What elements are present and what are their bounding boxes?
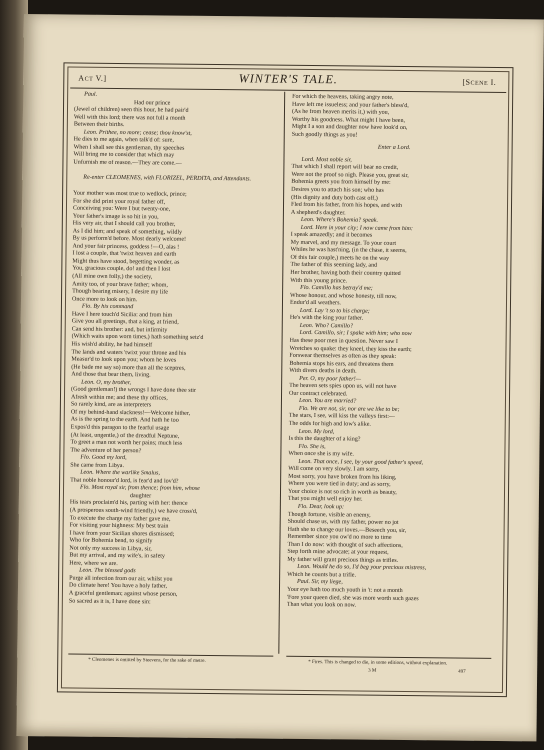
text-line: (He bade me say so) more than all the sceptres, (71, 364, 186, 372)
text-line: (Jewel of children) seen this hour, he had pair'd (73, 106, 189, 114)
text-line: To execute the charge my father gave me, (69, 515, 171, 523)
text-line: 'Fore your queen died, she was more worth such gazes (286, 594, 419, 602)
text-line: I lost a couple, that 'twixt heaven and earth (72, 250, 177, 258)
text-line: Have left me issueless; and your father's bless'd, (292, 101, 409, 109)
text-line: So sacred as it is, I have done sin: (68, 598, 151, 605)
text-line: Fled from his father, from his hopes, and with (290, 201, 402, 210)
text-line: The adventure of her person? (70, 447, 142, 454)
text-line: Will come on very slowly. I am sorry, (288, 466, 380, 473)
text-line: Measur'd to look upon you; whom he loves (71, 356, 177, 364)
text-line: Will bring me to consider that which may (73, 151, 175, 159)
text-line: Whose honour, and whose honesty, till now, (290, 292, 397, 300)
signature-mark: 3 M (368, 668, 377, 674)
text-line: (As he from heaven merits it,) with you, (291, 108, 390, 116)
text-line: Than I do now: with thought of such affections, (287, 541, 403, 549)
text-line: Per. O, my poor father!— (299, 375, 362, 383)
text-line: But my arrival, and my wife's, in safety (69, 552, 165, 560)
page-frame (57, 62, 514, 697)
text-line: Paul. Sir, my liege, (297, 579, 343, 586)
text-line: Your eye hath too much youth in 't: not a month (286, 586, 403, 594)
text-line: (All mine own folly,) the society, (72, 273, 153, 281)
text-line: Where you were tied in duty; and as sorry, (288, 481, 391, 489)
text-line: Bohemia greets you from himself by me: (291, 179, 391, 187)
text-line: Bohemia stops his ears, and threatens them (289, 360, 394, 368)
text-line: Can send his brother: and, but infirmity (71, 326, 168, 334)
text-line: The odds for high and low's alike. (288, 420, 371, 428)
text-line: As I did him; and speak of something, wildly (72, 228, 183, 236)
text-line: Lord. Camillo, sir; I spake with him; who now (299, 330, 412, 338)
text-line: For she did print your royal father off, (73, 198, 166, 206)
text-line: Flo. Dear, look up: (297, 503, 345, 511)
text-line: Flo. By his command (81, 303, 134, 311)
text-line: (His dignity and duty both cast off,) (291, 194, 378, 202)
text-line: Your father's image is so hit in you, (72, 213, 159, 221)
text-line: The lands and waters 'twixt your throne and his (71, 349, 187, 357)
text-line: Which he counts but a trifle. (287, 571, 357, 579)
text-line: Though bearing misery, I desire my life (72, 288, 168, 296)
text-line: That noble honour'd lord, is fear'd and lov'd? (70, 477, 179, 485)
text-line: Flo. Camillo has betray'd me; (300, 285, 373, 292)
text-line: When once she is my wife. (288, 450, 354, 458)
text-line: Give you all greetings, that a king, at friend, (71, 318, 179, 326)
text-line: Paul. (84, 91, 98, 98)
text-line: As is the spring to the earth. And hath he too (70, 416, 179, 425)
text-line: Do climate here! You have a holy father, (68, 582, 168, 590)
text-line: Step forth mine advocate; at your request, (287, 549, 389, 557)
text-line: Between their births. (73, 121, 125, 129)
text-line: Your mother was most true to wedlock, prince; (73, 190, 187, 198)
text-line: Flo. We are not, sir, nor are we like to be; (298, 405, 400, 413)
text-line: Whiles he was hast'ning, (in the chase, it seems, (290, 247, 407, 255)
text-line: Leon. My lord, (298, 428, 335, 435)
text-line: His very air, that I should call you brother, (72, 220, 176, 228)
text-line: And those that bear them, living. (71, 371, 151, 379)
text-line: Leon. You are married? (298, 398, 357, 405)
right-footnote: * Fires. This is changed to die, in some editions, without explanation. (308, 660, 448, 667)
text-line: For which the heavens, taking angry note, (292, 93, 394, 101)
text-line: Expos'd this paragon to the fearful usage (70, 424, 170, 432)
text-line: Leon. Where the warlike Smalus, (80, 469, 160, 477)
text-line: With divers deaths in death. (289, 367, 357, 375)
text-line: Has these poor men in question. Never saw I (289, 337, 398, 345)
text-line: Endur'd all weathers. (289, 300, 341, 307)
text-line: Amity too, of your brave father; whom, (72, 281, 168, 289)
text-line: He dies to me again, when talk'd of: sure, (73, 136, 174, 144)
text-line: Is this the daughter of a king? (288, 435, 361, 443)
text-line: Though fortune, visible an enemy, (287, 511, 371, 519)
text-line: The heaven sets spies upon us, will not have (289, 383, 397, 391)
text-line: Flo. Most royal sir, from thence; from him, whose (80, 484, 200, 493)
text-line: daughter (129, 493, 152, 500)
text-line: Lord. Lay 't so to his charge; (299, 307, 370, 315)
text-line: Leon. O, my brother, (81, 379, 132, 386)
text-line: Were not the proof so nigh. Please you, great sir, (291, 171, 409, 179)
left-text-column (69, 92, 279, 608)
text-line: (A prosperous south-wind friendly,) we have cross'd, (69, 507, 198, 515)
text-line: (At least, ungentle,) of the dreadful Neptune, (70, 432, 180, 440)
text-line: My marvel, and my message. To your court (290, 239, 397, 247)
text-line: A shepherd's daughter. (290, 209, 346, 217)
text-line: Wretches so quake: they kneel, they kiss the earth; (289, 345, 412, 353)
text-line: Afresh within me; and these thy offices, (70, 394, 168, 402)
text-line: Had our prince (134, 99, 171, 107)
text-line: Flo. Good my lord, (80, 454, 127, 462)
text-line: Might I a son and daughter now have look'd on, (291, 123, 408, 132)
text-line: (Which waits upon worn times,) hath something seiz'd (71, 333, 204, 342)
text-line: Of my behind-hand slackness!—Welcome hither, (70, 409, 191, 417)
text-line: Have I here touch'd Sicilia: and from him (71, 311, 173, 319)
text-line: By us perform'd before. Most dearly welcome! (72, 235, 187, 244)
text-line: Might thus have stood, begetting wonder, as (72, 258, 180, 266)
text-line: Purge all infection from our air, whilst you (69, 575, 173, 583)
text-line: His wish'd ability, he had himself (71, 341, 153, 349)
text-line: Desires you to attach his son; who has (291, 186, 384, 194)
stage-direction: Enter a Lord. (377, 144, 411, 152)
text-line: Here, where we are. (69, 560, 118, 567)
header-act: Act V.] (78, 73, 107, 83)
left-footnote: * Cleomenes is omitted by Steevens, for the sake of metre. (88, 657, 206, 664)
book-page (16, 14, 544, 741)
text-line: When I shall see this gentleman, thy speeches (73, 144, 185, 152)
text-line: Flo. She is, (298, 443, 326, 450)
text-line: A graceful gentleman; against whose person, (68, 590, 178, 598)
text-line: Once more to look on him. (71, 296, 138, 303)
text-line: That you might well enjoy her. (287, 496, 363, 504)
text-line: Forswear themselves as often as they speak: (289, 352, 397, 360)
text-line: Her brother, having both their country quitted (290, 269, 401, 277)
text-line: He's with the king your father. (289, 315, 364, 322)
text-line: Who for Bohemia bend, to signify (69, 537, 153, 545)
text-line: Hath she to change our loves.—Beseech you, sir, (287, 526, 407, 534)
text-line: Not only my success in Libya, sir, (69, 545, 152, 553)
text-line: With this young prince. (290, 277, 348, 284)
text-line: Well with this lord; there was not full a month (73, 114, 186, 122)
text-line: Worthy his goodness. What might I have been, (291, 116, 406, 124)
text-line: Remember since you ow'd no more to time (287, 533, 392, 542)
text-line: Leon. Who? Camillo? (299, 322, 354, 330)
text-line: Leon. Where's Bohemia? speak. (300, 217, 379, 224)
text-line: Leon. The blessed gods (79, 567, 136, 575)
text-line: Leon. Would he do so, I'd beg your precious mistress, (297, 564, 427, 572)
text-line: To greet a man not worth her pains; much less (70, 439, 183, 447)
text-line: (Good gentleman!) the wrongs I have done thee stir (71, 386, 197, 395)
text-line: I have from your Sicilian shores dismissed; (69, 530, 175, 538)
header-title: WINTER'S TALE. (238, 71, 338, 87)
text-line: So rarely kind, are as interpreters (70, 401, 152, 409)
text-line: Such goodly things as you! (291, 131, 358, 139)
text-line: For visiting your highness: My best train (69, 522, 169, 530)
text-line: His tears proclaim'd his, parting with her: thence (69, 499, 188, 508)
text-line: I speak amazedly; and it becomes (290, 232, 373, 239)
stage-direction: Re-enter CLEOMENES, with FLORIZEL, PERDITA, and Attendants. (83, 175, 252, 183)
page-number: 497 (458, 669, 466, 675)
text-line: Leon. Prithee, no more; cease; thou know'st, (83, 129, 192, 137)
text-line: Unfurnish me of reason.—They are come.— (73, 159, 182, 167)
right-text-column (287, 94, 497, 612)
text-line: Most sorry, you have broken from his liking, (288, 473, 397, 481)
text-line: Lord. Here in your city; I now came from him: (300, 224, 413, 232)
text-line: The stars, I see, will kiss the valleys first:— (288, 413, 395, 421)
text-line: Leon. That once, I see, by your good father's speed, (298, 458, 424, 466)
text-line: Your choice is not so rich in worth as beauty, (287, 488, 397, 496)
text-line: Conceiving you: Were I but twenty-one, (72, 205, 171, 213)
text-line: Our contract celebrated. (289, 390, 348, 398)
text-line: My father will grant precious things as trifles. (287, 556, 399, 564)
text-line: The father of this seeming lady, and (290, 262, 378, 270)
text-line: Than what you look on now. (286, 601, 356, 609)
header-scene: [Scene I. (462, 77, 497, 87)
text-line: Should chase us, with my father, power no jot (287, 518, 399, 527)
text-line: And your fair princess, goddess !—O, alas ! (72, 243, 180, 251)
text-line: Lord. Most noble sir, (301, 156, 352, 164)
spacer (73, 167, 278, 174)
text-line: You, gracious couple, do! and then I lost (72, 266, 171, 274)
text-line: She came from Libya. (70, 462, 125, 469)
text-line: Of this fair couple,) meets he on the way (290, 254, 390, 262)
text-line: That which I shall report will bear no credit, (291, 164, 399, 172)
